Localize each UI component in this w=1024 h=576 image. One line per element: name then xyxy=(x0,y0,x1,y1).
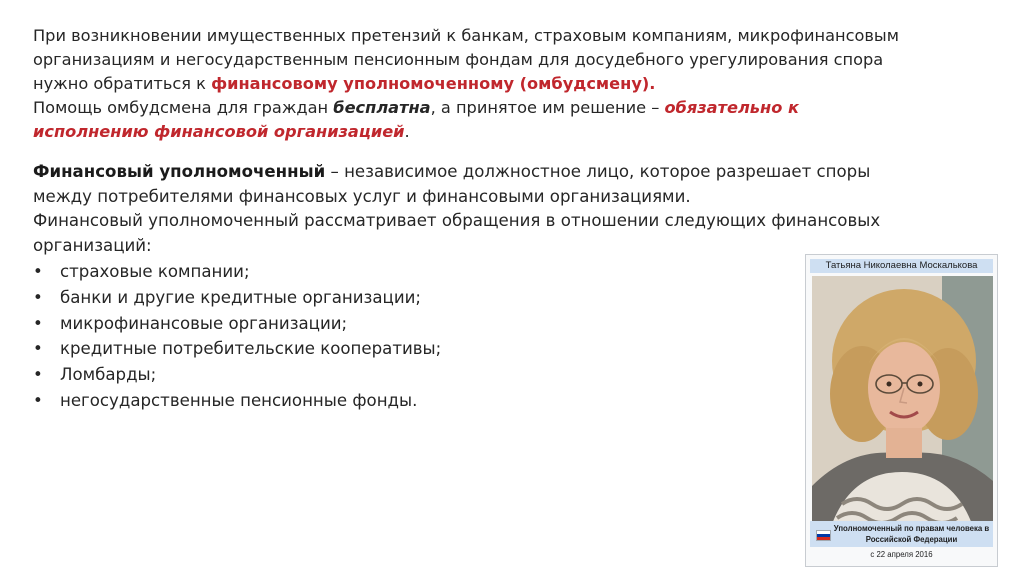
list-item xyxy=(33,336,753,362)
intro-text-1: При возникновении имущественных претензий к банкам, страховым компаниям, микрофинансовым организациям и негосударственным пенсионным фондам для досудебного урегулирования спора нужно обратиться к xyxy=(33,26,899,93)
bullet-icon: • xyxy=(33,390,43,410)
organizations-list xyxy=(33,259,753,414)
list-item xyxy=(33,362,753,388)
ombudsman-infobox xyxy=(805,254,998,567)
list-item-text: Ломбарды; xyxy=(60,365,157,385)
list-item-text: негосударственные пенсионные фонды. xyxy=(60,390,418,410)
ombudsman-highlight: финансовому уполномоченному (омбудсмену). xyxy=(211,74,656,93)
bullet-icon: • xyxy=(33,365,43,385)
russian-flag-icon xyxy=(816,530,831,541)
list-item-text: банки и другие кредитные организации; xyxy=(60,287,421,307)
intro-text-4: . xyxy=(404,122,410,141)
infobox-caption-bar xyxy=(810,521,993,547)
list-item-text: страховые компании; xyxy=(60,262,250,281)
free-highlight: бесплатна xyxy=(333,98,431,117)
definition-term: Финансовый уполномоченный xyxy=(33,162,326,181)
bullet-icon: • xyxy=(33,313,43,333)
list-item xyxy=(33,388,753,414)
bullet-icon: • xyxy=(33,262,43,281)
definition-text: – независимое должностное лицо, которое разрешает споры между потребителями финансовых услуг и финансовыми организациями. xyxy=(33,162,871,206)
bullet-icon: • xyxy=(33,287,43,307)
intro-text-2: Помощь омбудсмена для граждан xyxy=(33,98,334,117)
portrait-photo xyxy=(812,276,993,524)
bullet-icon: • xyxy=(33,339,43,359)
definition-paragraph xyxy=(33,160,933,258)
intro-paragraph xyxy=(33,24,913,144)
mandatory-highlight: обязательно к исполнению финансовой организацией xyxy=(33,98,799,141)
intro-text-3: , а принятое им решение – xyxy=(430,98,665,117)
infobox-caption[interactable]: Уполномоченный по правам человека в Российской Федерации xyxy=(833,524,990,544)
infobox-title: Татьяна Николаевна Москалькова xyxy=(810,259,993,273)
list-item-text: кредитные потребительские кооперативы; xyxy=(60,339,442,359)
list-item xyxy=(33,285,753,311)
list-item-text: микрофинансовые организации; xyxy=(60,313,348,333)
portrait-illustration xyxy=(812,276,993,524)
list-item xyxy=(33,311,753,337)
list-intro: Финансовый уполномоченный рассматривает обращения в отношении следующих финансовых организаций: xyxy=(33,211,881,255)
infobox-date: с 22 апреля 2016 xyxy=(870,550,933,559)
list-item xyxy=(33,259,753,285)
